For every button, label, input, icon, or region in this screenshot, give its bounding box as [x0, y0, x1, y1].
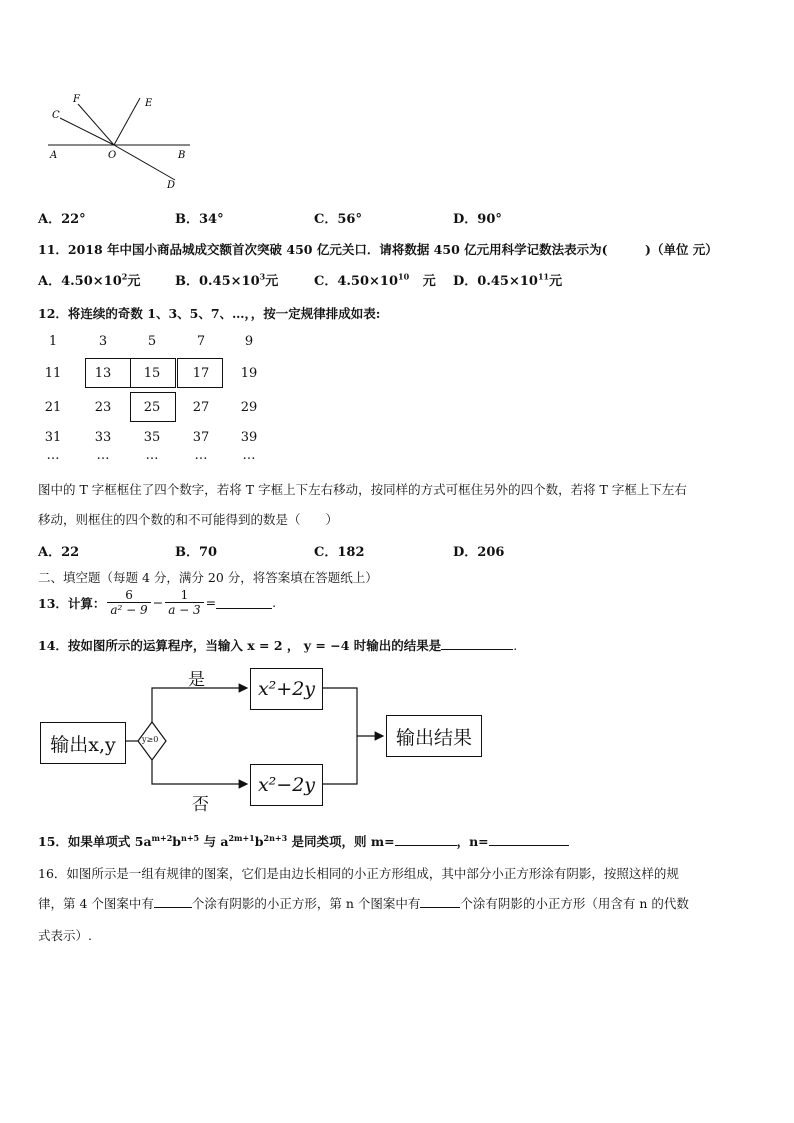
table-cell: 15 — [143, 366, 161, 381]
q13-fraction-1: $\frac{6}{\text{a² − 9}}$ — [107, 588, 150, 617]
q11-text: 11．2018 年中国小商品城成交额首次突破 450 亿元关口．请将数据 450 亿元用科学记数法表示为( )（单位 元） — [38, 242, 718, 257]
q16-blank-2[interactable] — [420, 895, 460, 908]
q12-option-a: A．22 — [38, 545, 80, 560]
table-cell: 7 — [196, 334, 206, 349]
q10-option-d: D．90° — [453, 212, 502, 227]
table-cell: … — [96, 448, 110, 463]
q12-option-b: B．70 — [175, 545, 218, 560]
q16-blank-1[interactable] — [154, 895, 192, 908]
table-cell: 25 — [143, 400, 161, 415]
q11-option-c: C．$4.50\times 10^{10}$ 元 — [314, 271, 436, 289]
table-cell: 37 — [192, 430, 210, 445]
output-box: 输出结果 — [386, 715, 482, 757]
q13-prefix: 13．计算： — [38, 595, 106, 611]
table-cell: 1 — [48, 334, 58, 349]
table-cell: 11 — [44, 366, 62, 381]
table-cell: … — [46, 448, 60, 463]
label-e: E — [145, 98, 153, 109]
q15-m-blank[interactable] — [395, 833, 457, 846]
q10-option-c: C．56° — [314, 212, 362, 227]
q12-text: 12．将连续的奇数 1、3、5、7、…，，按一定规律排成如表: — [38, 306, 381, 321]
q16-line-2: 律，第 4 个图案中有 个涂有阴影的小正方形，第 n 个图案中有 个涂有阴影的小正方形（用含有 n 的代数 — [38, 896, 689, 911]
bottom-expression-box: x²−2y — [250, 764, 323, 806]
table-cell: 31 — [44, 430, 62, 445]
table-cell: … — [145, 448, 159, 463]
label-a: A — [50, 150, 58, 161]
table-cell: 21 — [44, 400, 62, 415]
table-cell: 29 — [240, 400, 258, 415]
table-cell: 33 — [94, 430, 112, 445]
label-f: F — [73, 94, 80, 105]
label-d: D — [167, 180, 176, 191]
q16-line-3: 式表示）. — [38, 928, 92, 943]
q16-line-1: 16．如图所示是一组有规律的图案，它们是由边长相同的小正方形组成，其中部分小正方形涂有阴影，按照这样的规 — [38, 866, 679, 881]
q14: 14．按如图所示的运算程序，当输入 x = 2 ， y = −4 时输出的结果是 . — [38, 638, 518, 653]
table-cell: … — [242, 448, 256, 463]
table-cell: … — [194, 448, 208, 463]
q11-option-a: A．$4.50\times 10^2$元 — [38, 271, 141, 289]
table-cell: 39 — [240, 430, 258, 445]
q11-option-b: B．$0.45\times 10^3$元 — [175, 271, 279, 289]
q12-option-c: C．182 — [314, 545, 365, 560]
q13-fraction-2: $\frac{1}{a - 3}$ — [165, 588, 203, 617]
q12-description-2: 移动，则框住的四个数的和不可能得到的数是（ ） — [38, 512, 339, 527]
input-box: 输出x,y — [40, 722, 126, 764]
section-title: 二、填空题（每题 4 分，满分 20 分，将答案填在答题纸上） — [38, 570, 378, 585]
table-cell: 13 — [94, 366, 112, 381]
top-expression-box: x²+2y — [250, 668, 323, 710]
q11-option-d: D．$0.45\times 10^{11}$元 — [453, 271, 563, 289]
table-cell: 3 — [98, 334, 108, 349]
table-cell: 23 — [94, 400, 112, 415]
q14-text: 14．按如图所示的运算程序，当输入 x = 2 ， y = −4 时输出的结果是 — [38, 638, 442, 653]
no-label: 否 — [192, 795, 209, 815]
q12-option-d: D．206 — [453, 545, 505, 560]
condition-label: y≥0 — [142, 735, 159, 744]
yes-label: 是 — [188, 670, 205, 690]
q13: 13．计算： $\frac{6}{\text{a² − 9}}$ − $\frac{1}{a - 3}$ = . — [38, 588, 277, 617]
table-cell: 19 — [240, 366, 258, 381]
table-cell: 35 — [143, 430, 161, 445]
q12-description-1: 图中的 T 字框框住了四个数字，若将 T 字框上下左右移动，按同样的方式可框住另外的四个数，若将 T 字框上下左右 — [38, 482, 687, 497]
label-o: O — [108, 150, 117, 161]
label-c: C — [52, 110, 60, 121]
q10-option-b: B．34° — [175, 212, 224, 227]
q15: 15．如果单项式 $5a^{m+2}b^{n+5}$ 与 $a^{2m+1}b^{2n+3}$ 是同类项，则 m= ，n= — [38, 832, 569, 850]
table-cell: 17 — [192, 366, 210, 381]
q10-option-a: A．22° — [38, 212, 86, 227]
label-b: B — [178, 150, 186, 161]
table-cell: 27 — [192, 400, 210, 415]
q15-n-blank[interactable] — [489, 833, 569, 846]
table-cell: 9 — [244, 334, 254, 349]
table-cell: 5 — [147, 334, 157, 349]
